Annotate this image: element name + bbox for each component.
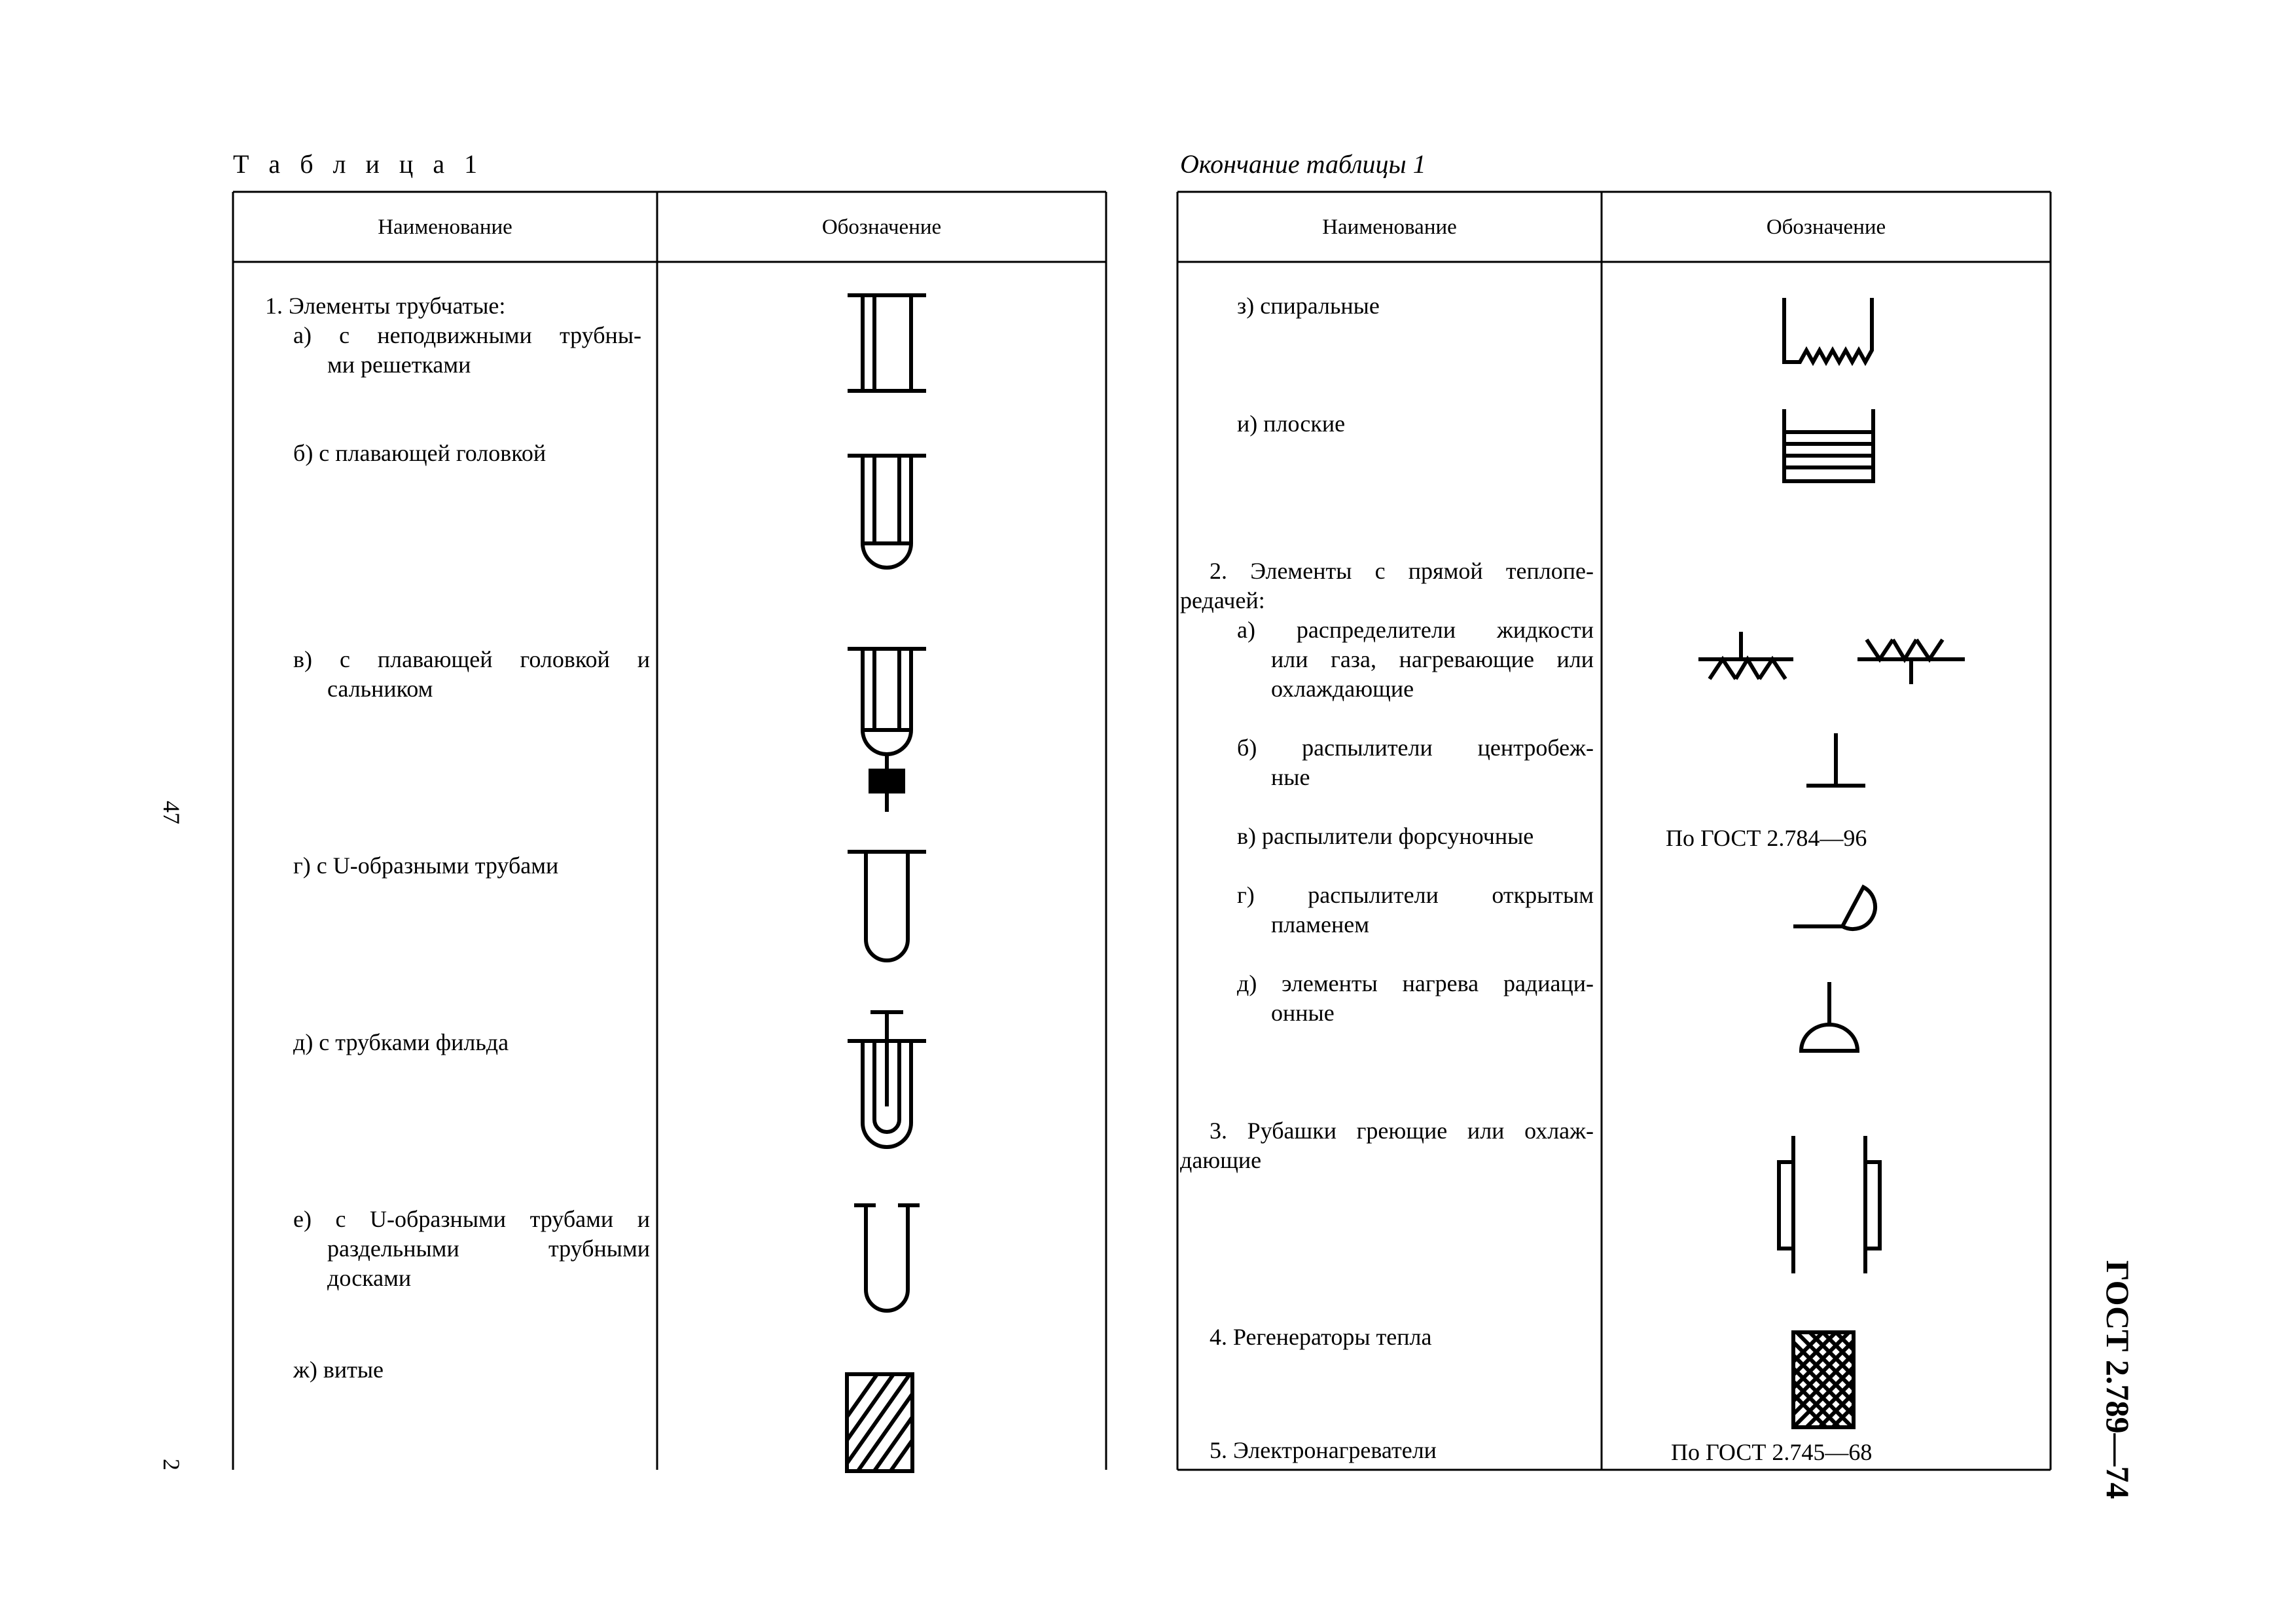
right-header-name: Наименование [1322,215,1457,239]
left-row-1-line-2: а) с неподвижными трубны- [293,322,641,348]
u-tubes-icon [844,848,929,972]
left-row-6-line-3: досками [327,1265,412,1291]
right-row-2a-line-2: или газа, нагревающие или [1271,646,1594,672]
right-row-2a-line-3: охлаждающие [1271,676,1414,702]
left-table-caption: Т а б л и ц а 1 [233,149,484,179]
jacket-icon [1774,1136,1885,1277]
radiation-heater-icon [1793,982,1865,1057]
standard-title: ГОСТ 2.789—74 [2100,1260,2136,1499]
left-row-2-line-1: б) с плавающей головкой [293,440,547,466]
left-row-1-line-3: ми решетками [327,352,471,378]
right-row-4-line-1: 4. Регенераторы тепла [1210,1324,1432,1350]
right-row-2g-line-2: пламенем [1271,911,1369,938]
right-row-3-line-2: дающие [1180,1147,1262,1173]
centrifugal-sprayer-icon [1803,733,1869,792]
spiral-icon [1780,298,1878,370]
right-row-z-line-1: з) спиральные [1237,293,1380,319]
right-row-2g-line-1: г) распылители открытым [1237,882,1594,908]
fixed-tube-sheets-icon [844,291,929,396]
left-row-6-line-1: е) с U-образными трубами и [293,1206,650,1232]
doc-page-number: 2 [158,1459,185,1470]
right-row-2-line-2: редачей: [1180,587,1265,613]
right-header-symbol: Обозначение [1766,215,1886,239]
left-header-symbol: Обозначение [821,215,942,239]
right-row-2v-symbol-ref: По ГОСТ 2.784—96 [1666,825,1867,851]
u-tubes-separate-sheets-icon [844,1201,929,1319]
open-flame-sprayer-icon [1790,881,1875,933]
right-row-2d-line-2: онные [1271,1000,1335,1026]
left-row-1-line-1: 1. Элементы трубчатые: [265,293,506,319]
field-tubes-icon [844,1008,929,1159]
coiled-hatched-icon [844,1372,929,1476]
floating-head-icon [844,452,929,576]
right-row-2d-line-1: д) элементы нагрева радиаци- [1237,970,1594,996]
left-row-5-line-1: д) с трубками фильда [293,1029,509,1055]
distributors-icon [1695,632,1970,687]
right-row-2v-line-1: в) распылители форсуночные [1237,823,1534,849]
left-header-name: Наименование [378,215,512,239]
flat-icon [1780,409,1878,488]
page-number: 47 [158,801,185,824]
left-row-6-line-2: раздельными трубными [327,1235,650,1262]
floating-head-gland-icon [844,645,929,815]
left-row-7-line-1: ж) витые [293,1357,384,1383]
right-row-2a-line-1: а) распределители жидкости [1237,617,1594,643]
regenerator-icon [1790,1329,1862,1434]
right-row-3-line-1: 3. Рубашки греющие или охлаж- [1210,1118,1594,1144]
left-row-3-line-2: сальником [327,676,433,702]
right-row-5-symbol-ref: По ГОСТ 2.745—68 [1671,1439,1873,1465]
left-row-3-line-1: в) с плавающей головкой и [293,646,650,672]
right-row-2-line-1: 2. Элементы с прямой теплопе- [1210,558,1594,584]
right-row-2b-line-1: б) распылители центробеж- [1237,735,1594,761]
right-row-2b-line-2: ные [1271,764,1310,790]
right-table-caption: Окончание таблицы 1 [1180,149,1426,179]
right-row-5-line-1: 5. Электронагреватели [1210,1437,1437,1463]
right-row-i-line-1: и) плоские [1237,410,1346,437]
left-row-4-line-1: г) с U-образными трубами [293,852,559,879]
